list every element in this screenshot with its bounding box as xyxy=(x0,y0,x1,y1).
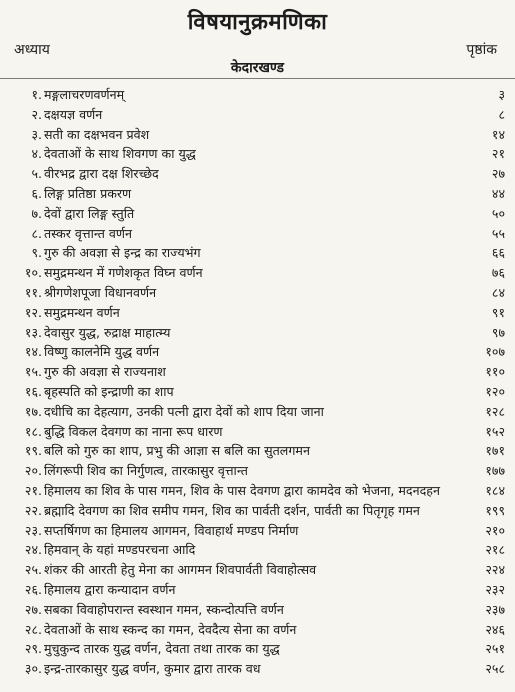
chapter-number: ३. xyxy=(31,126,42,142)
toc-entry xyxy=(0,539,515,561)
chapter-title: देवासुर युद्ध, रुद्राक्ष माहात्म्य xyxy=(44,324,171,340)
page-number: १७१ xyxy=(485,443,505,459)
divider xyxy=(0,78,515,79)
toc-entry xyxy=(0,341,515,363)
chapter-title: इन्द्र-तारकासुर युद्ध वर्णन, कुमार द्वारा तारक वध xyxy=(44,661,261,677)
chapter-number: ३०. xyxy=(24,661,42,677)
page-title: विषयानुक्रमणिका xyxy=(187,10,328,35)
toc-entry xyxy=(0,242,515,264)
chapter-title: मुचुकुन्द तारक युद्ध वर्णन, देवता तथा तारक का युद्ध xyxy=(44,641,280,657)
chapter-number: ९. xyxy=(31,245,42,261)
page-number-column-header: पृष्ठांक xyxy=(466,42,497,58)
page-number: २१० xyxy=(485,522,505,538)
page-number: ७६ xyxy=(491,265,505,281)
chapter-title: बुद्धि विकल देवगण का नाना रूप धारण xyxy=(44,423,223,439)
chapter-number: ५. xyxy=(31,166,42,182)
page-number: २५१ xyxy=(485,641,505,657)
toc-entry xyxy=(0,223,515,245)
chapter-title: वीरभद्र द्वारा दक्ष शिरच्छेद xyxy=(44,166,159,182)
toc-entry xyxy=(0,579,515,601)
chapter-number: १०. xyxy=(24,265,42,281)
chapter-title: सबका विवाहोपरान्त स्वस्थान गमन, स्कन्दोत्पत्ति वर्णन xyxy=(44,601,284,617)
chapter-title: देवताओं के साथ शिवगण का युद्ध xyxy=(44,146,196,162)
toc-entry xyxy=(0,381,515,403)
chapter-number: २१. xyxy=(24,483,42,498)
page-number: ४४ xyxy=(491,186,505,201)
page-number: ९७ xyxy=(491,324,505,340)
page-number: २७ xyxy=(491,166,505,182)
chapter-title: गुरु की अवज्ञा से राज्यनाश xyxy=(44,364,166,380)
chapter-number: २७. xyxy=(24,601,42,617)
chapter-title: दक्षयज्ञ वर्णन xyxy=(44,106,103,122)
chapter-number: १९. xyxy=(24,443,42,459)
toc-entry xyxy=(0,322,515,344)
page-number: २२४ xyxy=(485,562,505,578)
chapter-title: ब्रह्मादि देवगण का शिव समीप गमन, शिव का पार्वती दर्शन, पार्वती का पितृगृह गमन xyxy=(44,502,420,518)
page-number: २३२ xyxy=(485,582,505,597)
page-number: १५२ xyxy=(485,423,505,439)
toc-entry xyxy=(0,599,515,621)
toc-entry xyxy=(0,104,515,126)
toc-entry xyxy=(0,124,515,146)
page-number: २१८ xyxy=(485,542,505,558)
chapter-column-header: अध्याय xyxy=(14,42,50,58)
chapter-number: १६. xyxy=(24,384,42,399)
chapter-title: समुद्रमन्थन में गणेशकृत विघ्न वर्णन xyxy=(44,265,203,281)
chapter-number: २०. xyxy=(24,463,42,479)
toc-entry xyxy=(0,302,515,324)
toc-entry xyxy=(0,203,515,225)
chapter-title: गुरु की अवज्ञा से इन्द्र का राज्यभंग xyxy=(44,245,201,261)
chapter-title: बलि को गुरु का शाप, प्रभु की आज्ञा स बलि का सुतलगमन xyxy=(44,443,310,459)
page-number: ८४ xyxy=(491,285,505,300)
chapter-title: दधीचि का देहत्याग, उनकी पत्नी द्वारा देवों को शाप दिया जाना xyxy=(44,403,324,419)
toc-entry xyxy=(0,361,515,383)
toc-entry xyxy=(0,401,515,423)
page-number: २१ xyxy=(491,146,505,162)
chapter-number: २४. xyxy=(24,542,42,558)
page-number: १९९ xyxy=(485,502,505,518)
page-number: ९१ xyxy=(491,304,505,320)
chapter-number: १५. xyxy=(24,364,42,380)
toc-entry xyxy=(0,183,515,205)
toc-entry xyxy=(0,440,515,462)
page-number: १२८ xyxy=(485,403,505,419)
page-number: ८ xyxy=(498,106,505,122)
chapter-title: लिङ्ग प्रतिष्ठा प्रकरण xyxy=(44,186,132,201)
page-number: १०७ xyxy=(485,344,505,360)
chapter-number: ६. xyxy=(31,186,42,201)
chapter-number: २८. xyxy=(24,621,42,637)
chapter-title: हिमवान् के यहां मण्डपरचना आदि xyxy=(44,542,196,558)
page-number: ६६ xyxy=(491,245,505,261)
page-number: १४ xyxy=(491,126,505,142)
chapter-number: १. xyxy=(31,87,42,102)
toc-entry xyxy=(0,500,515,522)
page-number: ५० xyxy=(491,205,505,221)
chapter-title: सती का दक्षभवन प्रवेश xyxy=(44,126,150,142)
chapter-title: समुद्रमन्थन वर्णन xyxy=(44,304,120,320)
chapter-title: मङ्गलाचरणवर्णनम् xyxy=(44,87,125,102)
page-number: १७७ xyxy=(485,463,505,479)
toc-entry xyxy=(0,421,515,443)
page-number: ३ xyxy=(498,87,505,102)
chapter-number: २९. xyxy=(24,641,42,657)
chapter-number: ८. xyxy=(31,225,42,241)
chapter-title: श्रीगणेशपूजा विधानवर्णन xyxy=(44,285,157,300)
toc-entry xyxy=(0,658,515,680)
chapter-number: १४. xyxy=(24,344,42,360)
section-heading: केदारखण्ड xyxy=(230,60,285,76)
chapter-title: देवों द्वारा लिङ्ग स्तुति xyxy=(44,205,135,221)
page-number: ५५ xyxy=(491,225,505,241)
toc-entry xyxy=(0,262,515,284)
chapter-number: २५. xyxy=(24,562,42,578)
chapter-title: हिमालय द्वारा कन्यादान वर्णन xyxy=(44,582,176,597)
chapter-title: लिंगरूपी शिव का निर्गुणत्व, तारकासुर वृत्तान्त xyxy=(44,463,248,479)
chapter-title: तस्कर वृत्तान्त वर्णन xyxy=(44,225,133,241)
toc-entry xyxy=(0,480,515,502)
chapter-number: ४. xyxy=(31,146,42,162)
toc-entry xyxy=(0,163,515,185)
chapter-number: १८. xyxy=(24,423,42,439)
chapter-title: सप्तर्षिगण का हिमालय आगमन, विवाहार्थ मण्डप निर्माण xyxy=(44,522,299,538)
toc-entry xyxy=(0,619,515,641)
chapter-number: २६. xyxy=(24,582,42,597)
toc-entry xyxy=(0,143,515,165)
toc-entry xyxy=(0,559,515,581)
chapter-number: २२. xyxy=(24,502,42,518)
toc-entry xyxy=(0,520,515,542)
page-number: २४६ xyxy=(485,621,505,637)
toc-entry xyxy=(0,638,515,660)
toc-entry xyxy=(0,460,515,482)
chapter-number: १२. xyxy=(24,304,42,320)
chapter-number: २३. xyxy=(24,522,42,538)
toc-entry xyxy=(0,84,515,106)
page-number: ११० xyxy=(485,364,505,380)
chapter-number: ११. xyxy=(24,285,42,300)
chapter-number: २. xyxy=(31,106,42,122)
chapter-title: हिमालय का शिव के पास गमन, शिव के पास देवगण द्वारा कामदेव को भेजना, मदनदहन xyxy=(44,483,440,498)
chapter-number: १३. xyxy=(24,324,42,340)
page-number: २३७ xyxy=(485,601,505,617)
chapter-title: शंकर की आरती हेतु मेना का आगमन शिवपार्वती विवाहोत्सव xyxy=(44,562,317,578)
chapter-title: देवताओं के साथ स्कन्द का गमन, देवदैत्य सेना का वर्णन xyxy=(44,621,297,637)
chapter-title: बृहस्पति को इन्द्राणी का शाप xyxy=(44,384,174,399)
page-number: १२० xyxy=(485,384,505,399)
page-number: १८४ xyxy=(485,483,505,498)
chapter-title: विष्णु कालनेमि युद्ध वर्णन xyxy=(44,344,160,360)
chapter-number: ७. xyxy=(31,205,42,221)
chapter-number: १७. xyxy=(24,403,42,419)
page-number: २५८ xyxy=(485,661,505,677)
toc-entry xyxy=(0,282,515,304)
